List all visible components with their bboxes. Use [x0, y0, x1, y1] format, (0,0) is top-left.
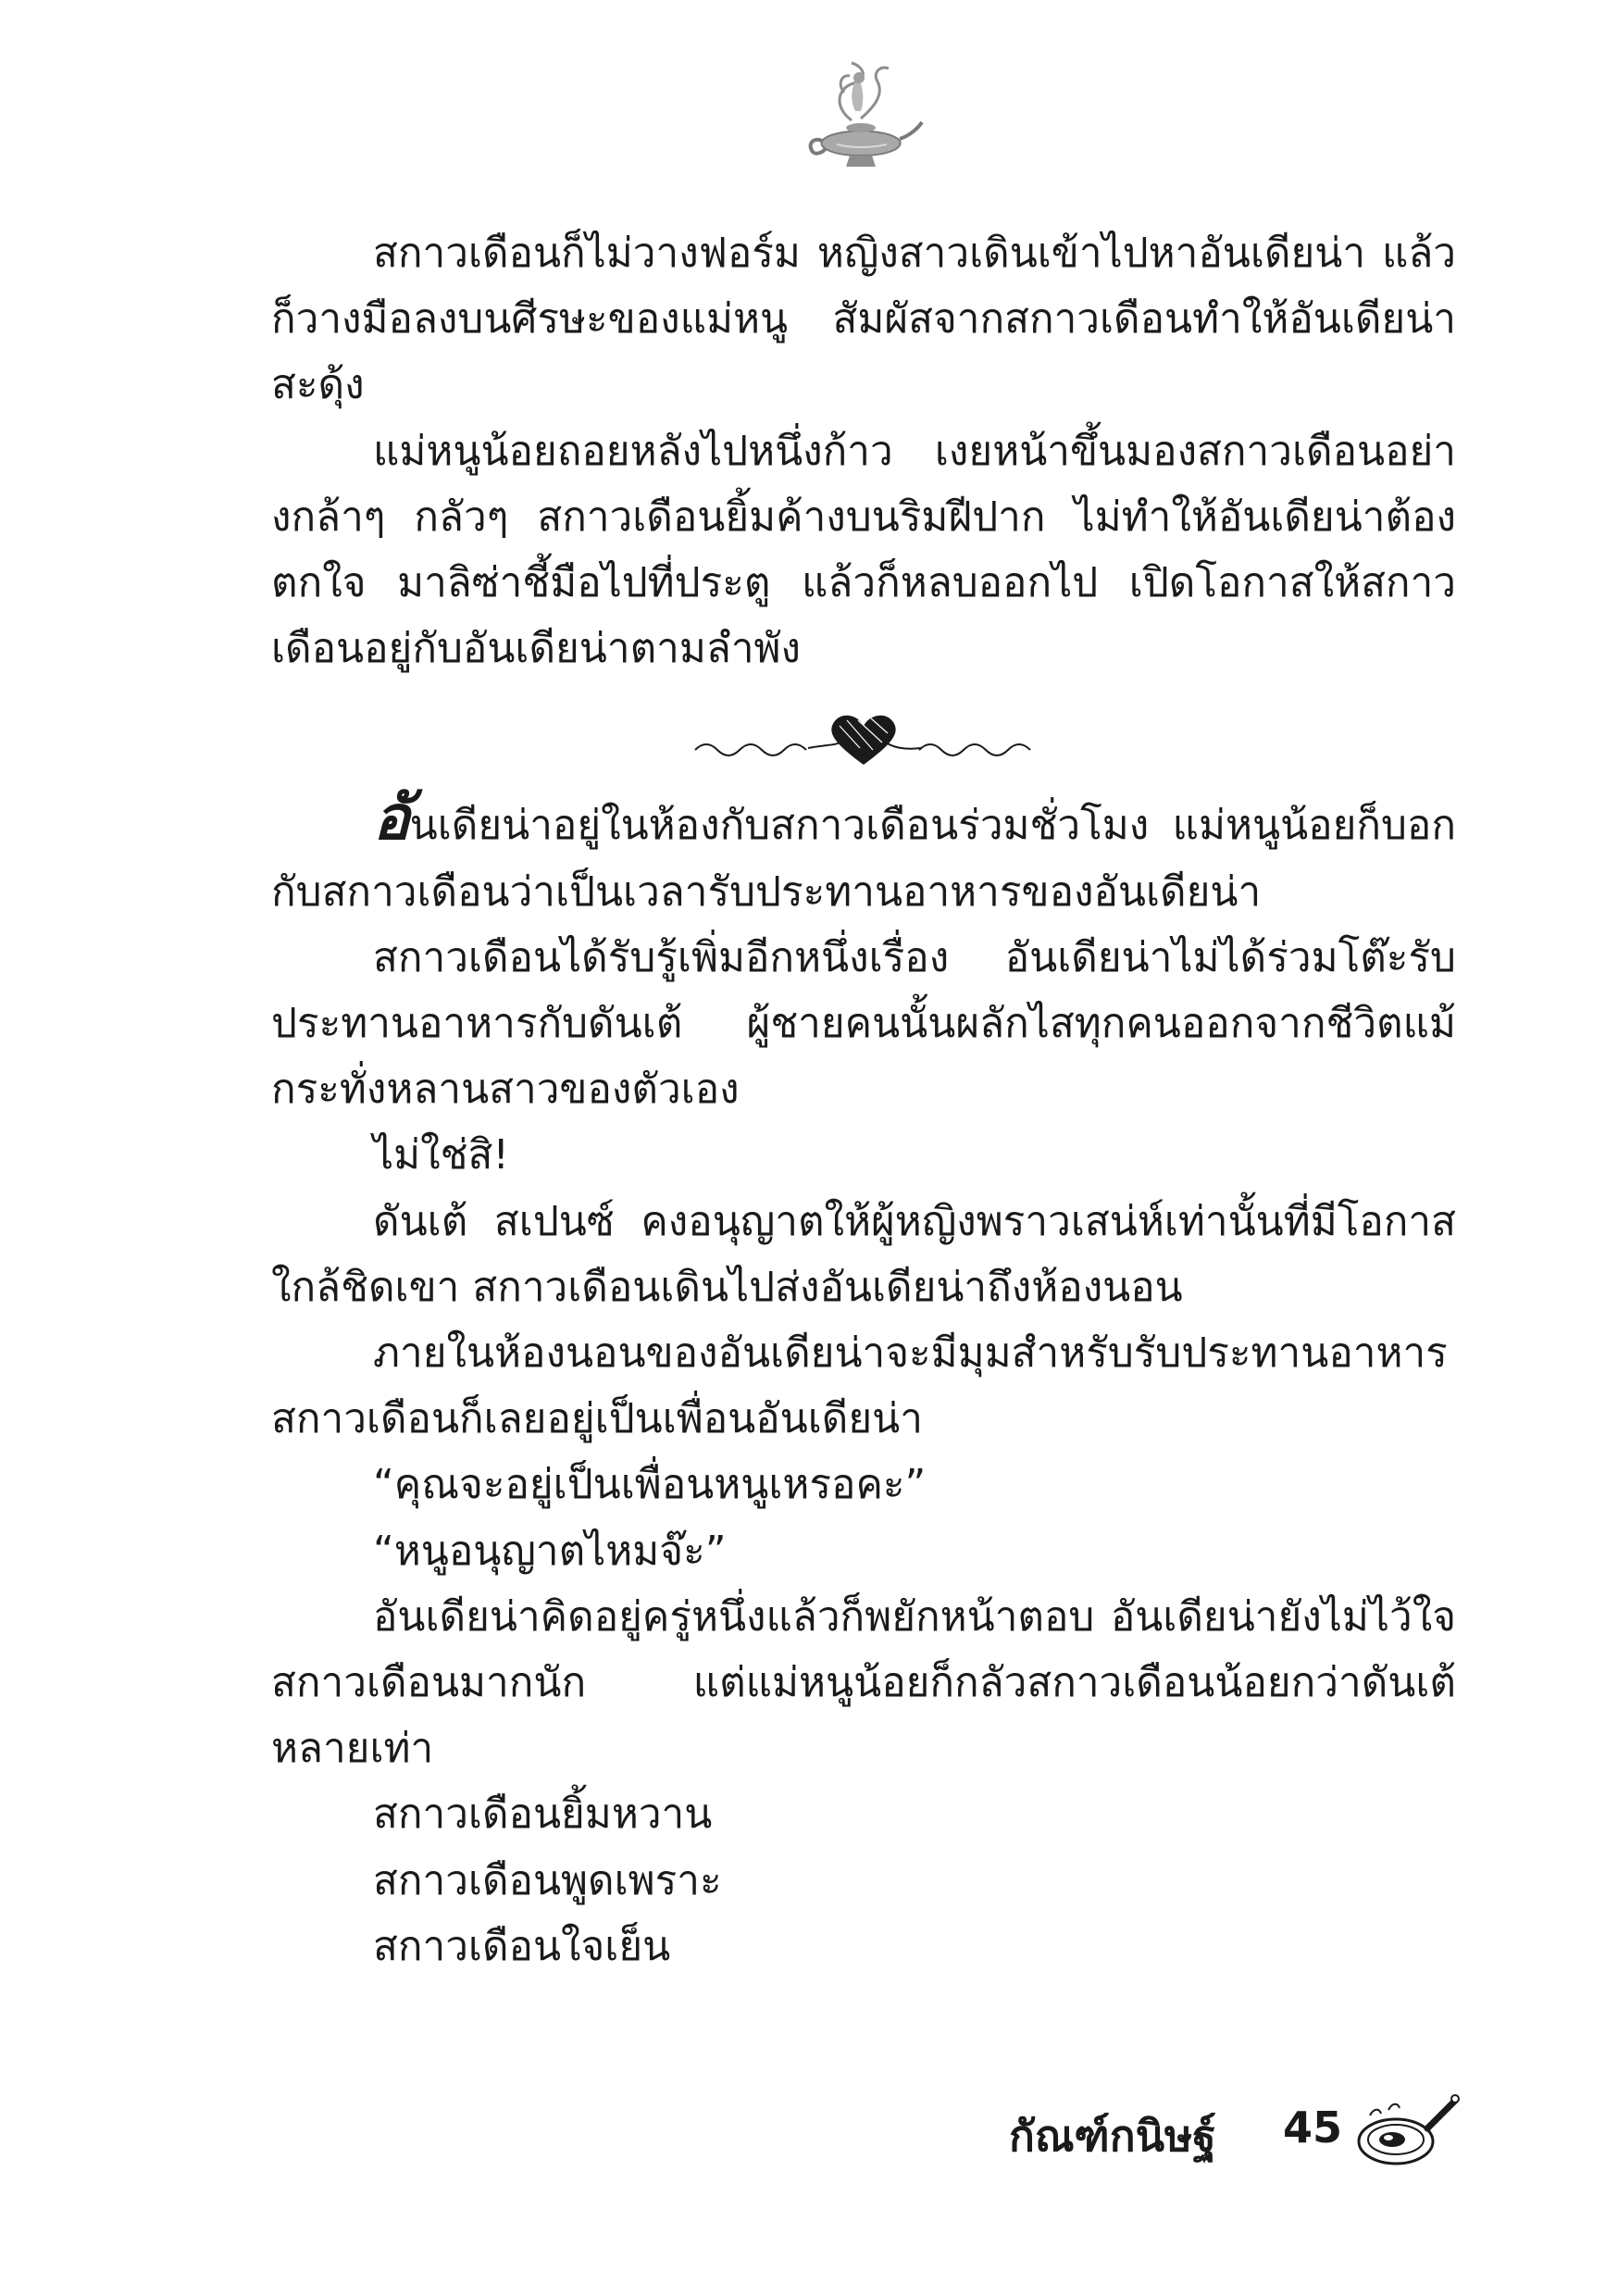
section-divider — [271, 681, 1456, 792]
paragraph: สกาวเดือนยิ้มหวาน — [373, 1791, 713, 1839]
paragraph: สกาวเดือนใจเย็น — [373, 1922, 671, 1970]
paragraph: ภายในห้องนอนของอันเดียน่าจะมีมุมสำหรับรับประทานอาหาร สกาวเดือนก็เลยอยู่เป็นเพื่อนอันเดียน่า — [271, 1329, 1448, 1443]
paragraph: อันเดียน่าคิดอยู่ครู่หนึ่งแล้วก็พยักหน้าตอบ อันเดียน่ายังไม่ไว้ใจสกาวเดือนมากนัก แต่แม่หนูน้อยก็กลัวสกาวเดือนน้อยกว่าดันเต้หลายเท่า — [271, 1592, 1456, 1773]
heart-squiggle-icon — [688, 707, 1039, 772]
paragraph: สกาวเดือนได้รับรู้เพิ่มอีกหนึ่งเรื่อง อันเดียน่าไม่ได้ร่วมโต๊ะรับประทานอาหารกับดันเต้ ผู้ชายคนนั้นผลักไสทุกคนออกจากชีวิตแม้กระทั่งหลานสาวของตัวเอง — [271, 933, 1456, 1114]
frying-pan-icon — [1351, 2088, 1462, 2171]
paragraph: “หนูอนุญาตไหมจ๊ะ” — [373, 1527, 727, 1575]
genie-lamp-icon — [796, 56, 926, 176]
paragraph: แม่หนูน้อยถอยหลังไปหนึ่งก้าว เงยหน้าขึ้นมองสกาวเดือนอย่างกล้าๆ กลัวๆ สกาวเดือนยิ้มค้างบนริมฝีปาก ไม่ทำให้อันเดียน่าต้องตกใจ มาลิซ่าชี้มือไปที่ประตู แล้วก็หลบออกไป เปิดโอกาสให้สกาวเดือนอยู่กับอันเดียน่าตามลำพัง — [271, 427, 1456, 673]
paragraph: ดันเต้ สเปนซ์ คงอนุญาตให้ผู้หญิงพราวเสน่ห์เท่านั้นที่มีโอกาสใกล้ชิดเขา สกาวเดือนเดินไปส่งอันเดียน่าถึงห้องนอน — [271, 1197, 1456, 1311]
paragraph: ไม่ใช่สิ! — [373, 1131, 509, 1179]
paragraph-dropcap — [271, 782, 1456, 924]
paragraph: สกาวเดือนก็ไม่วางฟอร์ม หญิงสาวเดินเข้าไปหาอันเดียน่า แล้วก็วางมือลงบนศีรษะของแม่หนู สัมผัสจากสกาวเดือนทำให้อันเดียน่าสะดุ้ง — [271, 230, 1456, 409]
author-name: กัณฑ์กนิษฐ์ — [1009, 2111, 1216, 2161]
page-number: 45 — [1283, 2103, 1343, 2152]
paragraph-rest: นเดียน่าอยู่ในห้องกับสกาวเดือนร่วมชั่วโมง แม่หนูน้อยก็บอกกับสกาวเดือนว่าเป็นเวลารับประทานอาหารของอันเดียน่า — [271, 802, 1456, 916]
paragraph: “คุณจะอยู่เป็นเพื่อนหนูเหรอคะ” — [373, 1461, 927, 1509]
paragraph: สกาวเดือนพูดเพราะ — [373, 1856, 722, 1904]
page-footer — [1009, 2088, 1490, 2171]
story-text — [271, 220, 1456, 1979]
drop-cap: อั — [373, 782, 410, 855]
